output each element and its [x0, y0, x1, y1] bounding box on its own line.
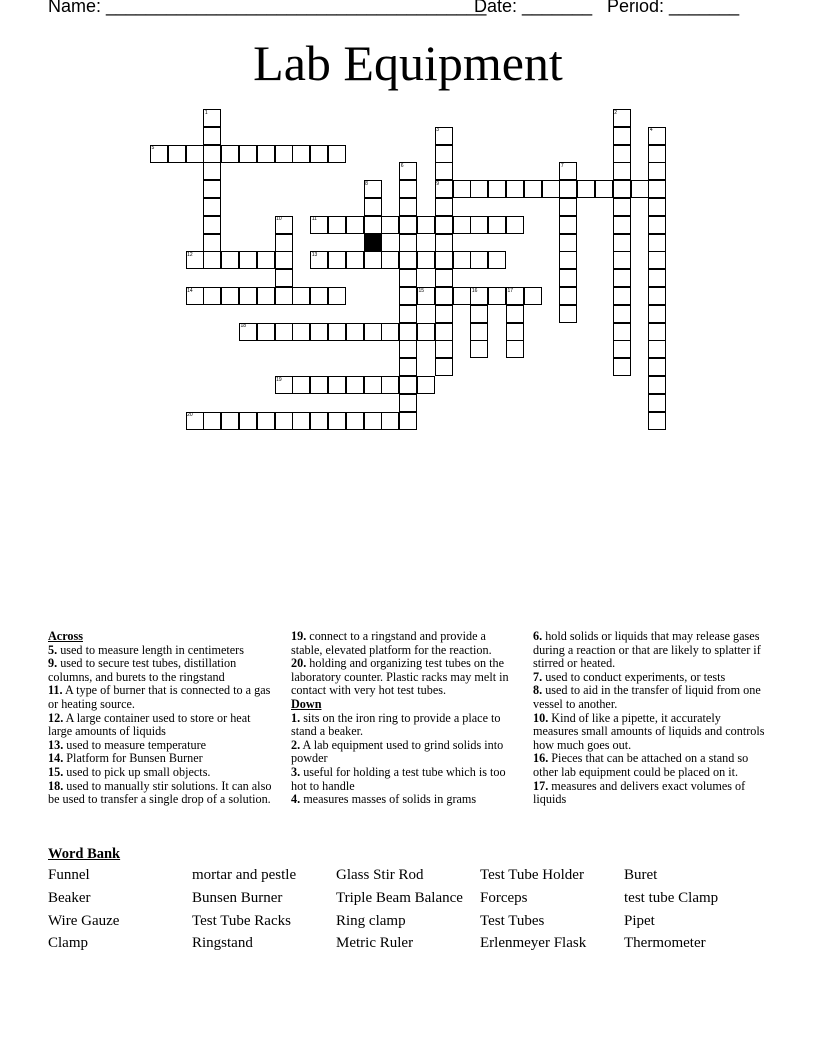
crossword-cell[interactable] — [257, 145, 275, 163]
crossword-cell[interactable] — [648, 376, 666, 394]
clue-item — [48, 684, 274, 711]
clue-text: measures and delivers exact volumes of liquids — [533, 778, 746, 807]
clue-number-label: 4 — [649, 127, 653, 134]
crossword-cell[interactable] — [648, 358, 666, 376]
crossword-cell[interactable] — [399, 305, 417, 323]
crossword-cell[interactable] — [203, 180, 221, 198]
crossword-cell[interactable] — [648, 234, 666, 252]
crossword-cell[interactable] — [203, 162, 221, 180]
word-bank-item: Test Tubes — [480, 913, 545, 929]
clue-number-label: 19 — [276, 376, 282, 383]
clue-number-label: 3 — [436, 127, 440, 134]
clue-number-label: 2 — [614, 109, 618, 116]
clue-number-label: 14 — [187, 287, 193, 294]
word-bank-item: test tube Clamp — [624, 890, 719, 906]
crossword-cell[interactable] — [275, 412, 293, 430]
crossword-cell[interactable] — [221, 145, 239, 163]
word-bank-item: Erlenmeyer Flask — [480, 935, 587, 951]
crossword-cell[interactable] — [613, 234, 631, 252]
crossword-cell[interactable] — [381, 323, 399, 341]
crossword-cell[interactable] — [203, 251, 221, 269]
crossword-cell[interactable] — [381, 412, 399, 430]
crossword-cell[interactable] — [613, 251, 631, 269]
word-bank-item: Ring clamp — [336, 913, 406, 929]
crossword-cell[interactable] — [648, 180, 666, 198]
clue-number: 20. — [291, 656, 307, 671]
crossword-cell[interactable] — [275, 251, 293, 269]
crossword-cell[interactable] — [399, 358, 417, 376]
crossword-cell[interactable] — [613, 269, 631, 287]
crossword-cell[interactable] — [506, 305, 524, 323]
crossword-cell[interactable] — [346, 251, 364, 269]
word-bank-item: Bunsen Burner — [192, 890, 283, 906]
crossword-cell[interactable] — [506, 216, 524, 234]
crossword-cell[interactable] — [399, 180, 417, 198]
crossword-cell[interactable] — [435, 251, 453, 269]
word-bank-title: Word Bank — [48, 846, 121, 862]
clue-number: 7. — [533, 669, 543, 684]
word-bank-item: Funnel — [48, 867, 90, 883]
crossword-cell[interactable] — [239, 287, 257, 305]
clue-text: A lab equipment used to grind solids into powder — [291, 737, 504, 766]
crossword-cell[interactable] — [310, 412, 328, 430]
crossword-cell[interactable] — [346, 323, 364, 341]
crossword-cell[interactable] — [364, 376, 382, 394]
clue-number: 16. — [533, 751, 549, 766]
crossword-cell[interactable] — [648, 269, 666, 287]
crossword-cell[interactable] — [203, 198, 221, 216]
period-field-label: Period: _______ — [607, 0, 740, 16]
crossword-cell[interactable] — [470, 180, 488, 198]
clue-number: 19. — [291, 629, 307, 643]
crossword-cell[interactable] — [435, 162, 453, 180]
crossword-cell[interactable] — [613, 127, 631, 145]
clue-text: Platform for Bunsen Burner — [66, 751, 203, 766]
crossword-cell[interactable] — [613, 198, 631, 216]
crossword-blocked-cell — [364, 234, 382, 252]
clue-text: used to conduct experiments, or tests — [545, 669, 726, 684]
crossword-cell[interactable] — [470, 340, 488, 358]
crossword-cell[interactable] — [559, 234, 577, 252]
clue-item — [291, 712, 517, 739]
crossword-cell[interactable] — [399, 216, 417, 234]
crossword-cell[interactable] — [399, 323, 417, 341]
crossword-cell[interactable] — [239, 145, 257, 163]
word-bank-item: Test Tube Racks — [192, 913, 291, 929]
crossword-cell[interactable] — [310, 145, 328, 163]
clue-item — [533, 780, 765, 807]
clue-item — [48, 657, 274, 684]
crossword-cell[interactable] — [221, 251, 239, 269]
crossword-cell[interactable] — [186, 145, 204, 163]
crossword-cell[interactable] — [203, 412, 221, 430]
crossword-cell[interactable] — [328, 145, 346, 163]
clues-column-3 — [533, 630, 765, 807]
crossword-cell[interactable] — [364, 412, 382, 430]
crossword-cell[interactable] — [346, 412, 364, 430]
clue-number-label: 20 — [187, 412, 193, 419]
clue-item — [291, 739, 517, 766]
crossword-cell[interactable] — [399, 287, 417, 305]
word-bank-item: Forceps — [480, 890, 528, 906]
crossword-cell[interactable] — [292, 412, 310, 430]
crossword-cell[interactable] — [310, 323, 328, 341]
clue-number: 4. — [291, 792, 301, 807]
crossword-cell[interactable] — [275, 145, 293, 163]
clue-number-label: 7 — [560, 162, 564, 169]
crossword-cell[interactable] — [310, 287, 328, 305]
crossword-cell[interactable] — [488, 287, 506, 305]
crossword-cell[interactable] — [453, 251, 471, 269]
clue-number-label: 12 — [187, 251, 193, 258]
clue-item — [48, 752, 274, 766]
crossword-cell[interactable] — [506, 340, 524, 358]
crossword-cell[interactable] — [435, 145, 453, 163]
crossword-cell[interactable] — [435, 323, 453, 341]
crossword-cell[interactable] — [559, 251, 577, 269]
clue-number: 17. — [533, 778, 549, 793]
crossword-cell[interactable] — [648, 287, 666, 305]
clue-number: 8. — [533, 683, 543, 698]
crossword-cell[interactable] — [648, 145, 666, 163]
clue-item — [48, 780, 274, 807]
clue-item — [291, 657, 517, 698]
crossword-cell[interactable] — [470, 323, 488, 341]
down-heading: Down — [291, 696, 322, 711]
crossword-cell[interactable] — [364, 251, 382, 269]
clue-number: 5. — [48, 642, 58, 657]
clue-number: 9. — [48, 656, 58, 671]
clue-number: 6. — [533, 629, 543, 643]
clue-number: 18. — [48, 778, 64, 793]
clue-text: used to measure temperature — [66, 737, 207, 752]
crossword-cell[interactable] — [328, 251, 346, 269]
crossword-cell[interactable] — [559, 269, 577, 287]
clue-item — [48, 739, 274, 753]
crossword-cell[interactable] — [613, 180, 631, 198]
crossword-cell[interactable] — [435, 358, 453, 376]
crossword-cell[interactable] — [275, 323, 293, 341]
crossword-cell[interactable] — [577, 180, 595, 198]
crossword-cell[interactable] — [435, 287, 453, 305]
crossword-cell[interactable] — [435, 216, 453, 234]
crossword-cell[interactable] — [648, 394, 666, 412]
word-bank-item: Wire Gauze — [48, 913, 120, 929]
word-bank-item: Metric Ruler — [336, 935, 414, 951]
clue-number-label: 5 — [151, 145, 155, 152]
crossword-cell[interactable] — [275, 234, 293, 252]
clue-text: sits on the iron ring to provide a place to stand a beaker. — [291, 710, 501, 739]
crossword-cell[interactable] — [239, 412, 257, 430]
crossword-cell[interactable] — [470, 216, 488, 234]
word-bank-item: mortar and pestle — [192, 867, 297, 883]
crossword-cell[interactable] — [613, 323, 631, 341]
crossword-cell[interactable] — [275, 269, 293, 287]
crossword-cell[interactable] — [559, 198, 577, 216]
crossword-cell[interactable] — [328, 287, 346, 305]
clue-text: Kind of like a pipette, it accurately measures small amounts of liquids and controls how much goes out. — [533, 710, 765, 752]
clue-item — [48, 766, 274, 780]
clue-number: 12. — [48, 710, 64, 725]
clue-number-label: 9 — [436, 180, 440, 187]
crossword-cell[interactable] — [257, 251, 275, 269]
clue-number-label: 15 — [418, 287, 425, 294]
word-bank-item: Thermometer — [624, 935, 706, 951]
crossword-cell[interactable] — [559, 305, 577, 323]
clue-text: measures masses of solids in grams — [303, 792, 477, 807]
clues-column-1 — [48, 630, 274, 807]
crossword-cell[interactable] — [506, 180, 524, 198]
clue-item — [533, 630, 765, 671]
word-bank-item: Buret — [624, 867, 658, 883]
crossword-cell[interactable] — [399, 251, 417, 269]
crossword-cell[interactable] — [310, 376, 328, 394]
crossword-cell[interactable] — [453, 180, 471, 198]
clue-number-label: 1 — [204, 109, 208, 116]
clue-text: used to measure length in centimeters — [60, 642, 244, 657]
date-field-label: Date: _______ — [474, 0, 593, 16]
crossword-cell[interactable] — [613, 287, 631, 305]
clue-number-label: 10 — [276, 216, 282, 223]
crossword-cell[interactable] — [328, 216, 346, 234]
crossword-cell[interactable] — [399, 340, 417, 358]
clue-text: used to manually stir solutions. It can also be used to transfer a single drop of a solution. — [48, 778, 272, 807]
clue-text: used to secure test tubes, distillation columns, and burets to the ringstand — [48, 656, 237, 684]
crossword-cell[interactable] — [435, 198, 453, 216]
crossword-cell[interactable] — [613, 216, 631, 234]
clue-text: A type of burner that is connected to a gas or heating source. — [48, 683, 271, 711]
crossword-cell[interactable] — [435, 340, 453, 358]
clue-number-label: 17 — [507, 287, 514, 294]
word-bank-item: Beaker — [48, 890, 91, 906]
clue-number-label: 6 — [400, 162, 404, 169]
clue-item — [48, 712, 274, 739]
crossword-cell[interactable] — [417, 216, 435, 234]
crossword-cell[interactable] — [257, 323, 275, 341]
crossword-cell[interactable] — [417, 251, 435, 269]
crossword-cell[interactable] — [435, 269, 453, 287]
crossword-cell[interactable] — [506, 323, 524, 341]
crossword-cell[interactable] — [203, 216, 221, 234]
word-bank-item: Ringstand — [192, 935, 253, 951]
crossword-cell[interactable] — [417, 376, 435, 394]
crossword-cell[interactable] — [648, 162, 666, 180]
clue-number: 10. — [533, 710, 549, 725]
crossword-cell[interactable] — [292, 323, 310, 341]
clue-text: holding and organizing test tubes on the laboratory counter. Plastic racks may melt in contact with very hot test tubes. — [291, 656, 509, 698]
clue-number-label: 16 — [471, 287, 478, 294]
clue-number: 11. — [48, 683, 63, 698]
crossword-cell[interactable] — [453, 216, 471, 234]
name-field-label: Name: ______________________________________ — [48, 0, 487, 16]
clue-text: connect to a ringstand and provide a stable, elevated platform for the reaction. — [291, 629, 492, 657]
crossword-cell[interactable] — [399, 394, 417, 412]
clue-text: Pieces that can be attached on a stand so other lab equipment could be placed on it. — [533, 751, 749, 779]
clue-number: 3. — [291, 764, 301, 779]
crossword-cell[interactable] — [364, 323, 382, 341]
crossword-cell[interactable] — [470, 305, 488, 323]
crossword-cell[interactable] — [292, 376, 310, 394]
clue-number: 14. — [48, 751, 64, 766]
crossword-cell[interactable] — [595, 180, 613, 198]
clue-number: 13. — [48, 737, 64, 752]
crossword-cell[interactable] — [631, 180, 649, 198]
crossword-cell[interactable] — [648, 198, 666, 216]
crossword-cell[interactable] — [346, 216, 364, 234]
word-bank-item: Glass Stir Rod — [336, 867, 424, 883]
clue-item — [48, 644, 274, 658]
clue-item — [533, 712, 765, 753]
crossword-cell[interactable] — [381, 376, 399, 394]
clue-number: 2. — [291, 737, 301, 752]
crossword-cell[interactable] — [399, 198, 417, 216]
clue-text: hold solids or liquids that may release gases during a reaction or that are likely to splatter if stirred or heated. — [533, 629, 761, 671]
clue-item — [291, 630, 517, 657]
word-bank-item: Clamp — [48, 935, 88, 951]
clue-number: 1. — [291, 710, 301, 725]
crossword-cell[interactable] — [203, 287, 221, 305]
crossword-grid — [0, 0, 816, 440]
crossword-cell[interactable] — [524, 287, 542, 305]
crossword-cell[interactable] — [399, 412, 417, 430]
crossword-cell[interactable] — [399, 234, 417, 252]
clue-number-label: 11 — [311, 216, 317, 223]
word-bank-item: Triple Beam Balance — [336, 890, 463, 906]
clues-column-2 — [291, 630, 517, 807]
crossword-cell[interactable] — [470, 251, 488, 269]
crossword-cell[interactable] — [328, 412, 346, 430]
crossword-cell[interactable] — [328, 323, 346, 341]
crossword-cell[interactable] — [435, 234, 453, 252]
crossword-cell[interactable] — [292, 145, 310, 163]
crossword-cell[interactable] — [203, 145, 221, 163]
word-bank-item: Test Tube Holder — [480, 867, 584, 883]
clue-text: A large container used to store or heat large amounts of liquids — [48, 710, 251, 739]
crossword-cell[interactable] — [648, 412, 666, 430]
crossword-cell[interactable] — [613, 305, 631, 323]
crossword-cell[interactable] — [203, 127, 221, 145]
clue-text: used to aid in the transfer of liquid from one vessel to another. — [533, 683, 761, 711]
crossword-cell[interactable] — [399, 376, 417, 394]
crossword-cell[interactable] — [257, 412, 275, 430]
clue-item — [291, 793, 517, 807]
clue-text: useful for holding a test tube which is too hot to handle — [291, 764, 506, 793]
crossword-cell[interactable] — [648, 323, 666, 341]
crossword-cell[interactable] — [346, 376, 364, 394]
clue-number-label: 18 — [240, 323, 247, 330]
crossword-cell[interactable] — [221, 287, 239, 305]
crossword-cell[interactable] — [559, 180, 577, 198]
crossword-cell[interactable] — [221, 412, 239, 430]
crossword-cell[interactable] — [364, 198, 382, 216]
crossword-cell[interactable] — [257, 287, 275, 305]
crossword-cell[interactable] — [524, 180, 542, 198]
crossword-cell[interactable] — [292, 287, 310, 305]
crossword-cell[interactable] — [203, 234, 221, 252]
crossword-cell[interactable] — [613, 145, 631, 163]
across-heading: Across — [48, 629, 83, 643]
clue-item — [533, 752, 765, 779]
clue-item — [533, 671, 765, 685]
crossword-cell[interactable] — [613, 358, 631, 376]
crossword-cell[interactable] — [168, 145, 186, 163]
crossword-cell[interactable] — [613, 340, 631, 358]
crossword-cell[interactable] — [239, 251, 257, 269]
page-title: Lab Equipment — [253, 35, 563, 91]
word-bank-item: Pipet — [624, 913, 655, 929]
crossword-cell[interactable] — [364, 216, 382, 234]
clue-number-label: 8 — [365, 180, 368, 187]
crossword-cell[interactable] — [417, 323, 435, 341]
clue-item — [291, 766, 517, 793]
clue-number: 15. — [48, 764, 64, 779]
crossword-cell[interactable] — [381, 251, 399, 269]
clue-text: used to pick up small objects. — [66, 764, 211, 779]
crossword-cell[interactable] — [399, 269, 417, 287]
crossword-cell[interactable] — [453, 287, 471, 305]
crossword-cell[interactable] — [435, 305, 453, 323]
crossword-cell[interactable] — [488, 216, 506, 234]
crossword-cell[interactable] — [542, 180, 560, 198]
clue-item — [533, 684, 765, 711]
crossword-cell[interactable] — [648, 216, 666, 234]
crossword-cell[interactable] — [381, 216, 399, 234]
crossword-cell[interactable] — [648, 251, 666, 269]
crossword-cell[interactable] — [488, 251, 506, 269]
clue-number-label: 13 — [311, 251, 318, 258]
crossword-cell[interactable] — [275, 287, 293, 305]
crossword-cell[interactable] — [648, 305, 666, 323]
crossword-cell[interactable] — [488, 180, 506, 198]
crossword-cell[interactable] — [328, 376, 346, 394]
crossword-cell[interactable] — [559, 216, 577, 234]
crossword-cell[interactable] — [559, 287, 577, 305]
crossword-cell[interactable] — [613, 162, 631, 180]
crossword-cell[interactable] — [648, 340, 666, 358]
